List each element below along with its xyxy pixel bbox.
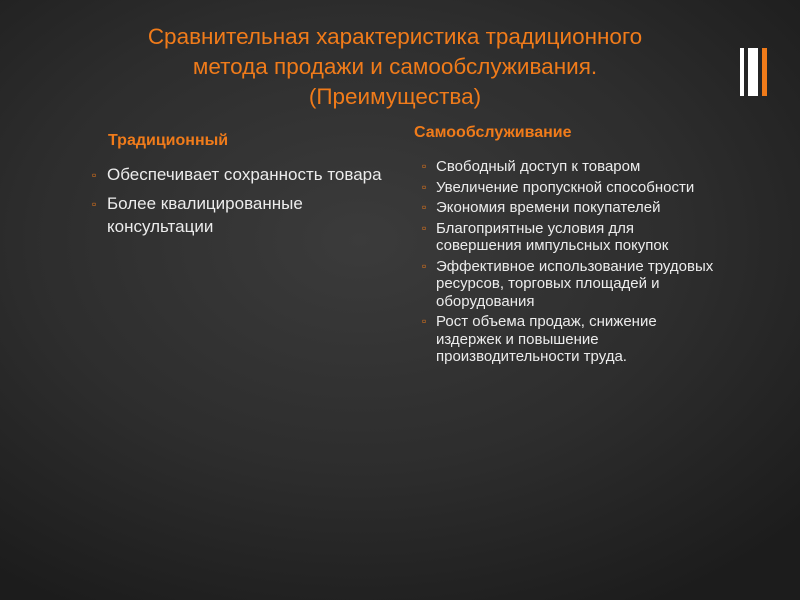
bullet-icon: ▫: [422, 220, 427, 235]
title-line-2: метода продажи и самообслуживания.: [192, 54, 598, 79]
list-item: [422, 158, 722, 176]
bullet-icon: ▫: [92, 168, 97, 182]
list-item: [422, 179, 722, 197]
title-line-3: (Преимущества): [308, 84, 482, 109]
list-item: [92, 192, 382, 238]
list-item-text: Рост объема продаж, снижение издержек и повышение производительности труда.: [436, 313, 657, 365]
list-item: [422, 220, 722, 255]
list-item-text: Более квалицированные консультации: [107, 194, 303, 236]
list-item: [92, 163, 382, 186]
bullet-icon: ▫: [422, 314, 427, 328]
list-item: [422, 199, 722, 217]
list-item-text: Увеличение пропускной способности: [436, 178, 695, 196]
left-bullet-list: [92, 163, 382, 244]
bullet-icon: ▫: [422, 200, 427, 214]
bullet-icon: ▫: [92, 197, 97, 211]
list-item: [422, 313, 722, 366]
left-column-heading: Традиционный: [108, 132, 229, 149]
right-column-heading: Самообслуживание: [414, 124, 572, 141]
list-item: [422, 258, 722, 311]
decor-bar-wide: [748, 48, 758, 96]
right-bullet-list: [422, 158, 722, 369]
list-item-text: Экономия времени покупателей: [436, 199, 661, 216]
decor-bar-thin: [740, 48, 744, 96]
list-item-text: Обеспечивает сохранность товара: [107, 165, 382, 184]
list-item-text: Благоприятные условия для совершения импульсных покупок: [436, 219, 669, 254]
bullet-icon: ▫: [422, 179, 427, 194]
list-item-text: Свободный доступ к товаром: [436, 158, 641, 175]
list-item-text: Эффективное использование трудовых ресурсов, торговых площадей и оборудования: [436, 257, 714, 310]
slide-title: [80, 22, 710, 112]
bullet-icon: ▫: [422, 159, 427, 173]
bullet-icon: ▫: [422, 258, 427, 273]
title-line-1: Сравнительная характеристика традиционного: [147, 24, 643, 49]
decor-bar-accent: [762, 48, 767, 96]
